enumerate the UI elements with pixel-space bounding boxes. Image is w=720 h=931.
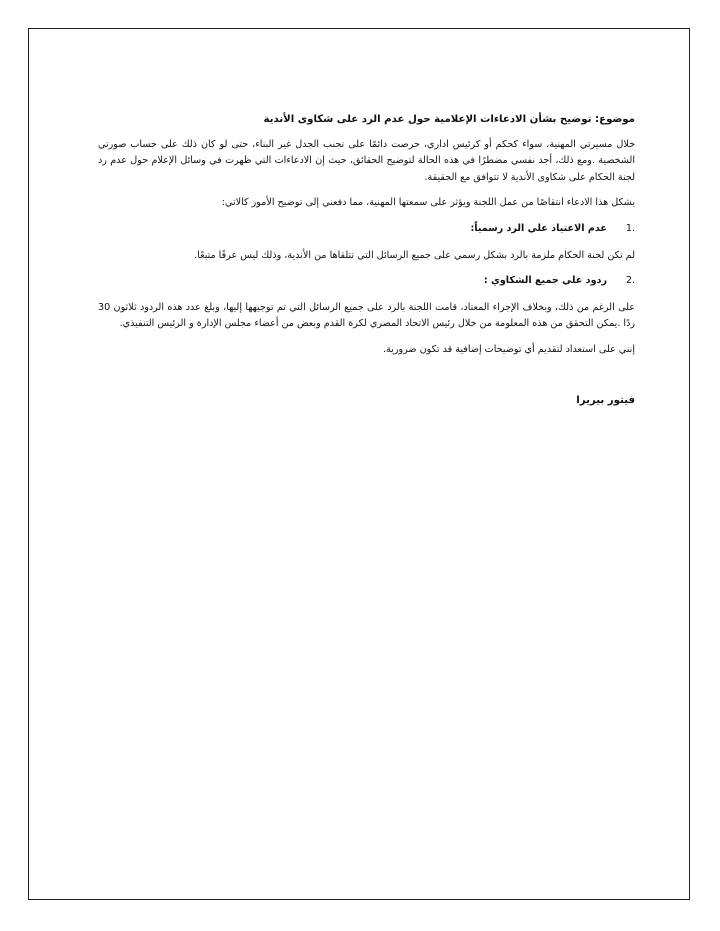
item-1-number: .1	[625, 222, 635, 234]
item-1-heading-row	[98, 221, 635, 238]
item-2-number: .2	[625, 275, 635, 287]
paragraph-claim: يشكل هذا الادعاء انتقاصًا من عمل اللجنة ويؤثر على سمعتها المهنية، مما دفعني إلى توضيح الأمور كالاتي:	[221, 197, 635, 209]
item-1-text: لم تكن لجنة الحكام ملزمة بالرد بشكل رسمي على جميع الرسائل التي تتلقاها من الأندية، وذلك ليس عرفًا متبعًا.	[194, 249, 635, 261]
closing-statement: إنني على استعداد لتقديم أي توضيحات إضافية قد تكون ضرورية.	[382, 343, 635, 355]
item-1-heading: عدم الاعتياد علي الرد رسمياً:	[470, 222, 607, 234]
paragraph-intro: خلال مسيرتي المهنية، سواء كحكم أو كرئيس اداري، حرصت دائمًا على تجنب الجدل غير البناء، حتى لو كان ذلك على حساب صورتي الشخصية .ومع ذلك، أجد نفسي مضطرًا في هذه الحالة لتوضيح الحقائق، حيث إن الادعاءات التي ظهرت في وسائل الإعلام حول عدم رد لجنة الحكام على شكاوى الأندية لا تتوافق مع الحقيقة.	[98, 138, 635, 183]
item-2-heading-row	[98, 273, 635, 290]
item-2-heading: ردود علي جميع الشكاوي :	[483, 275, 607, 287]
letter-body	[98, 112, 635, 419]
signature-name: فيتور بيريرا	[576, 394, 635, 406]
item-2-text: على الرغم من ذلك، وبخلاف الإجراء المعتاد، قامت اللجنة بالرد على جميع الرسائل التي تم توجيهها إليها، وبلغ عدد هذه الردود ثلاثون 30 ردًا .يمكن التحقق من هذه المعلومة من خلال رئيس الاتحاد المصري لكرة القدم وبعض من أعضاء مجلس الإدارة و الرئيس التنفيذي.	[98, 301, 635, 330]
letter-subject: موضوع: توضيح بشأن الادعاءات الإعلامية حول عدم الرد على شكاوى الأندية	[263, 114, 635, 125]
